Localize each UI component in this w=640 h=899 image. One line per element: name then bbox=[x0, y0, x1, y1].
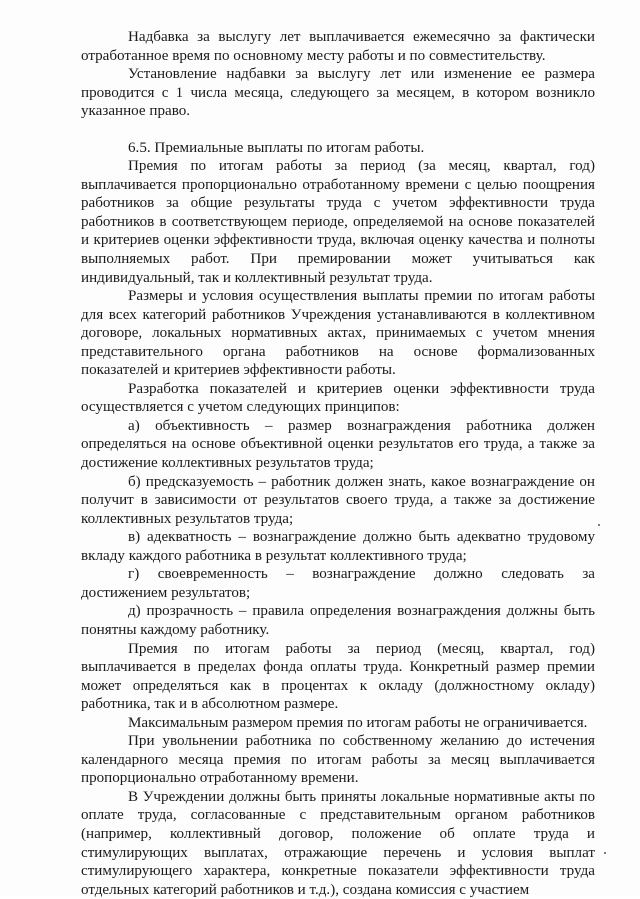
paragraph-dismissal: При увольнении работника по собственному желанию до истечения календарного месяца премия по итогам работы за месяц выплачивается пропорционально отработанному времени. bbox=[81, 733, 595, 787]
principle-adequacy: в) адекватность – вознаграждение должно быть адекватно трудовому вкладу каждого работника в результат коллективного труда; bbox=[81, 529, 595, 564]
scan-speck bbox=[598, 524, 600, 526]
principle-objectivity: а) объективность – размер вознаграждения работника должен определяться на основе объективной оценки результатов его труда, а также за достижение коллективных результатов труда; bbox=[81, 417, 595, 472]
paragraph-seniority-bonus: Надбавка за выслугу лет выплачивается ежемесячно за фактически отработанное время по основному месту работы и по совместительству. bbox=[81, 29, 595, 64]
principle-timeliness: г) своевременность – вознаграждение должно следовать за достижением результатов; bbox=[81, 566, 595, 601]
paragraph-bonus-maximum: Максимальным размером премия по итогам работы не ограничивается. bbox=[128, 714, 588, 731]
paragraph-local-acts: В Учреждении должны быть приняты локальные нормативные акты по оплате труда, согласованные с представительным органом работников (например, коллективный договор, положение об оплате труда и стимулирующих выплатах, отражающие перечень и условия выплат стимулирующего характера, конкретные показатели эффективности труда отдельных категорий работников и т.д.), создана комиссия с участием bbox=[81, 788, 595, 898]
paragraph-criteria-principles: Разработка показателей и критериев оценки эффективности труда осуществляется с учетом следующих принципов: bbox=[81, 380, 595, 416]
paragraph-bonus-period: Премия по итогам работы за период (за месяц, квартал, год) выплачивается пропорционально отработанному времени с целью поощрения работников за общие результаты труда с учетом эффективности труда работников в соответствующем периоде, определяемой на основе показателей и критериев оценки эффективности труда, включая оценку качества и полноты выполняемых работ. При премировании может учитываться как индивидуальный, так и коллективный результат труда. bbox=[81, 158, 595, 286]
paragraph-seniority-bonus-change: Установление надбавки за выслугу лет или изменение ее размера проводится с 1 числа месяца, следующего за месяцем, в котором возникло указанное право. bbox=[81, 66, 595, 120]
document-body bbox=[81, 28, 595, 899]
scan-speck bbox=[604, 852, 606, 854]
paragraph-bonus-conditions: Размеры и условия осуществления выплаты премии по итогам работы для всех категорий работников Учреждения устанавливаются в коллективном договоре, локальных нормативных актах, принимаемых с учетом мнения представительного органа работников на основе формализованных показателей и критериев эффективности работы. bbox=[81, 288, 595, 379]
principle-transparency: д) прозрачность – правила определения вознаграждения должны быть понятны каждому работнику. bbox=[81, 603, 595, 638]
principle-predictability: б) предсказуемость – работник должен знать, какое вознаграждение он получит в зависимости от результатов своего труда, а также за достижение коллективных результатов труда; bbox=[81, 473, 595, 527]
section-heading-6-5: 6.5. Премиальные выплаты по итогам работы. bbox=[128, 139, 425, 156]
paragraph-bonus-fund: Премия по итогам работы за период (месяц, квартал, год) выплачивается в пределах фонда оплаты труда. Конкретный размер премии может определяться как в процентах к окладу (должностному окладу) работника, так и в абсолютном размере. bbox=[81, 640, 595, 713]
